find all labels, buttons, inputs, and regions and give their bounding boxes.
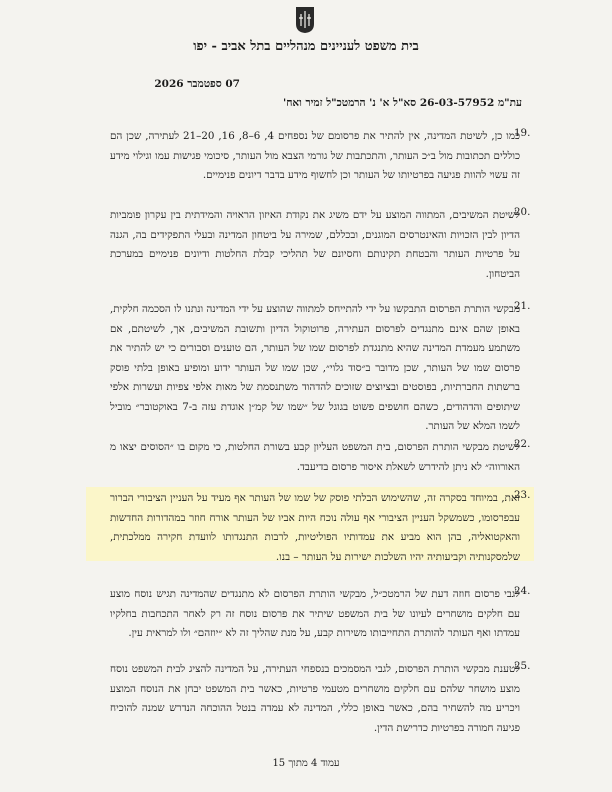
paragraph-text: לגבי פרסום חוזה דעת של הרמטכ״ל, מבקשי הותרת הפרסום לא מתנגדים שהמדינה תגיש נוסח מוצע עם חלקים מושחרים לעיונו של בית המשפט שיתיר את פרסום נוסח זה רק לאחר התכחבות בחלקיו עמדתו ואף העותר להותרת התחייבותו משירות קבע, על מנת שהליך זה לא ״יוזהם״ ולו למראית עין. bbox=[110, 588, 520, 639]
state-emblem-icon bbox=[294, 6, 316, 34]
paragraph-text: לשיטת מבקשי הותרת הפרסום, בית המשפט העליון קבע בשורת החלטות, כי מקום בו ״הסוסים יצאו מ האורווה״ לא ניתן להידרש לשאלת איסור פרסום בדיעבד. bbox=[110, 441, 520, 473]
document-date: 07 ספטמבר 2026 bbox=[154, 78, 240, 90]
paragraph-text: לשיטת המשיבים, המתווה המוצע על ידם משיג את נקודת האיזון הראויה והמידתית בין עקרון פומביות הדיון לבין הזכויות והאינטרסים המוגנים, ובכללם, שמירה על ביטחון המדינה ובעלי התפקידים בה, הגנה על פרטיות העותר והבטחת תקינותם וחסיונם של תהליכי קבלת החלטות ודיונים פנימיים במערכת הביטחון. bbox=[110, 209, 520, 280]
page-footer: עמוד 4 מתוך 15 bbox=[272, 758, 340, 769]
court-title: בית משפט לעניינים מנהליים בתל אביב - יפו bbox=[193, 39, 419, 54]
paragraph-number: 19. bbox=[514, 127, 531, 139]
case-reference: עת"מ 26-03-57952 סא"ל א' נ' הרמטכ"ל זמיר ואח' bbox=[282, 97, 522, 109]
paragraph-text: זאת, במיוחד בסקרה זה, שהשימוש הבלתי פוסק של שמו של העותר אף מעיד על העניין הציבורי הברור עבפרסומו, כשמשקל העניין הציבורי אף עולה נוכח היות אביו של העותר אורח חוזר במהדורות החדשות והאקטואליה, בהן הוא מביע את עמדותיו הפוליטיות, לרבות התנגדותו לוועדת חקירה ממלכתית, שלמסקנותיה וקביעותיה יהיו השלכות ישירות על העותר – בנו. bbox=[110, 492, 520, 563]
paragraph-number: 21. bbox=[514, 300, 531, 312]
paragraph-number: 24. bbox=[514, 585, 531, 597]
paragraph-text: מבקשי הותרת הפרסום התבקשו על ידי להתייחס למתווה שהוצע על ידי המדינה ונתנו לו הסכמה חלקית, באופן שהם אינם מתנגדים לפרסום העתירה, פרוטוקול הדיון ותשובת המשיבים, אך, לשיטתם, אם משתמע מעמדת המדינה שהיא מתנגדת לפרסום שמו של העותר, הם טוענים וסבורים כי יש להתיר את פרסום שמו של העותר, שכן מדובר ב״סוד גלוי״, שכן שמו של העותר ידוע ומופיע באופן בלתי פוסק ברשתות החברתיות, בפוסטים ובציוצים שזוכים להדהוד משתנסמת של מאות אלפי צפיות ועשרות אלפי שיתופים והדהודים, כשהם חושפים פשוט בגוגל של ״שמו של קמ״ן אוגדת עזה ב-7 באוקטובר״ מוביל לשמו המלא של העותר. bbox=[110, 303, 521, 432]
paragraph-number: 20. bbox=[514, 206, 531, 218]
paragraph-text: כמו כן, לשיטת המדינה, אין להתיר את פרסומם של נספחים 4, 6–8, 16, 20–21 לעתירה, שכן הם כוללים תכתובות מול ב״כ העותר, והתכתבות של גורמי הצבא מול העותר, סיכומי פגישות עמו וגילוי מידע זה עשוי להוות פגיעה בפרטיותו של העותר וכן לחשוף מידע בדבר דיונים פנימיים. bbox=[110, 130, 521, 181]
paragraph-text: לטענת מבקשי הותרת הפרסום, לגבי המסמכים בנספחי העתירה, על המדינה להציג לבית המשפט נוסח מוצע מושחר שלהם עם חלקים מושחרים מטעמי פרטיות, כאשר בית המשפט יבחן את הנוסח המוצע ויכריע מה להשחיר בהם, כאשר באופן כללי, המדינה לא עמדה בנטל ההוכחה הנדרש שמנה להוכיח פגיעה חמורה בפרטיות כדרישת הדין. bbox=[110, 663, 520, 734]
paragraph-number: 22. bbox=[514, 438, 531, 450]
paragraph-number: 25. bbox=[514, 660, 531, 672]
paragraph-number: 23. bbox=[514, 489, 531, 501]
